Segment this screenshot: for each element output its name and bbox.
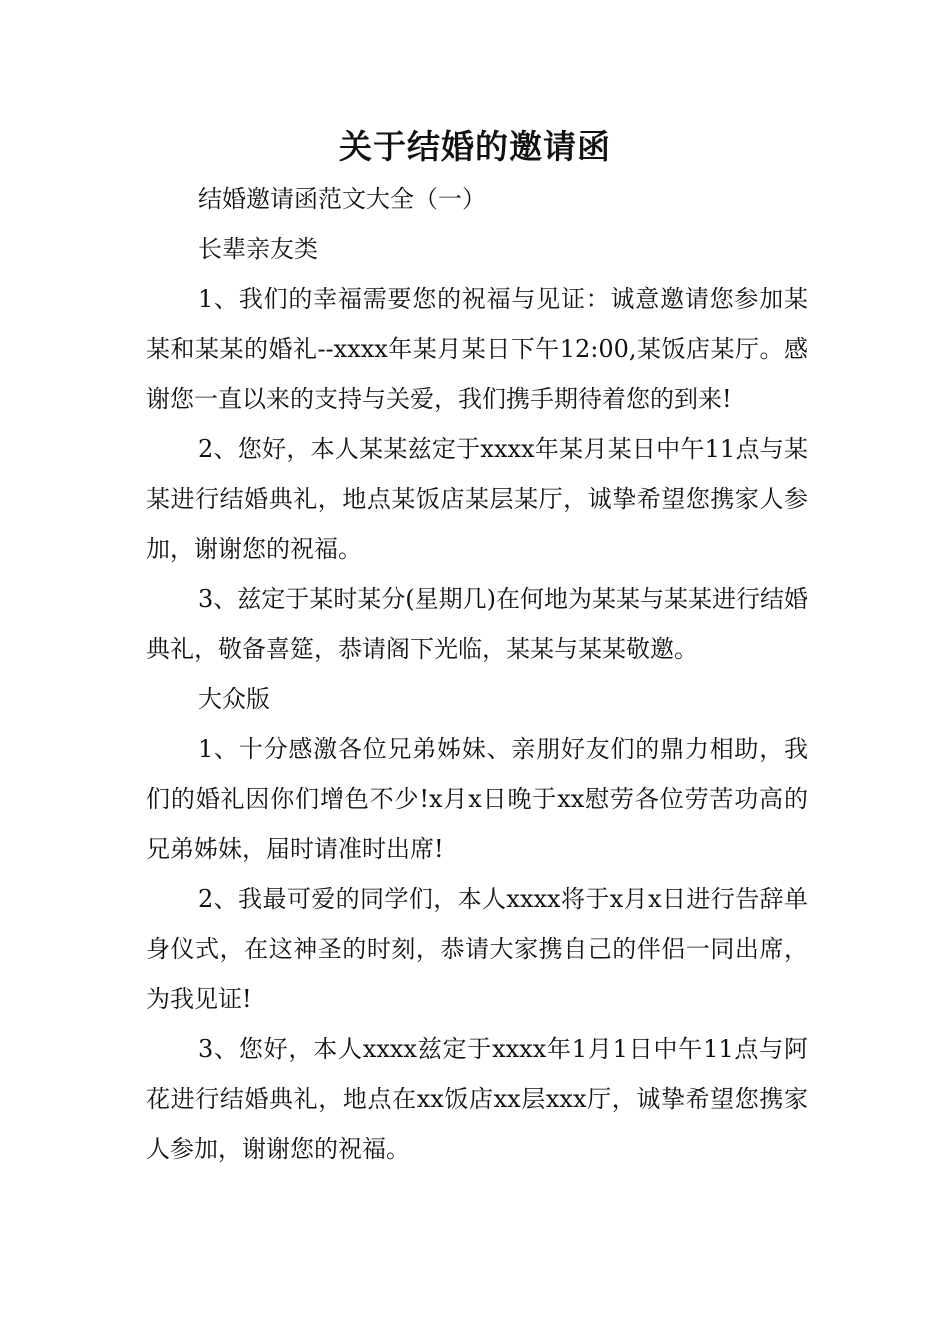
section-heading: 结婚邀请函范文大全（一） [198, 185, 486, 213]
document-body [146, 174, 808, 1174]
document-title: 关于结婚的邀请函 [339, 127, 611, 166]
category-heading: 大众版 [198, 685, 270, 713]
paragraph: 2、您好，本人某某兹定于xxxx年某月某日中午11点与某某进行结婚典礼，地点某饭店某层某厅，诚挚希望您携家人参加，谢谢您的祝福。 [146, 435, 808, 563]
paragraph: 3、兹定于某时某分(星期几)在何地为某某与某某进行结婚典礼，敬备喜筵，恭请阁下光临，某某与某某敬邀。 [146, 585, 808, 663]
category-heading: 长辈亲友类 [198, 235, 318, 263]
paragraph: 1、我们的幸福需要您的祝福与见证：诚意邀请您参加某某和某某的婚礼--xxxx年某月某日下午12:00,某饭店某厅。感谢您一直以来的支持与关爱，我们携手期待着您的到来! [146, 285, 808, 413]
paragraph: 3、您好，本人xxxx兹定于xxxx年1月1日中午11点与阿花进行结婚典礼，地点在xx饭店xx层xxx厅，诚挚希望您携家人参加，谢谢您的祝福。 [146, 1035, 808, 1163]
paragraph: 2、我最可爱的同学们，本人xxxx将于x月x日进行告辞单身仪式，在这神圣的时刻，恭请大家携自己的伴侣一同出席，为我见证! [146, 885, 808, 1013]
paragraph: 1、十分感激各位兄弟姊妹、亲朋好友们的鼎力相助，我们的婚礼因你们增色不少!x月x日晚于xx慰劳各位劳苦功高的兄弟姊妹，届时请准时出席! [146, 735, 808, 863]
